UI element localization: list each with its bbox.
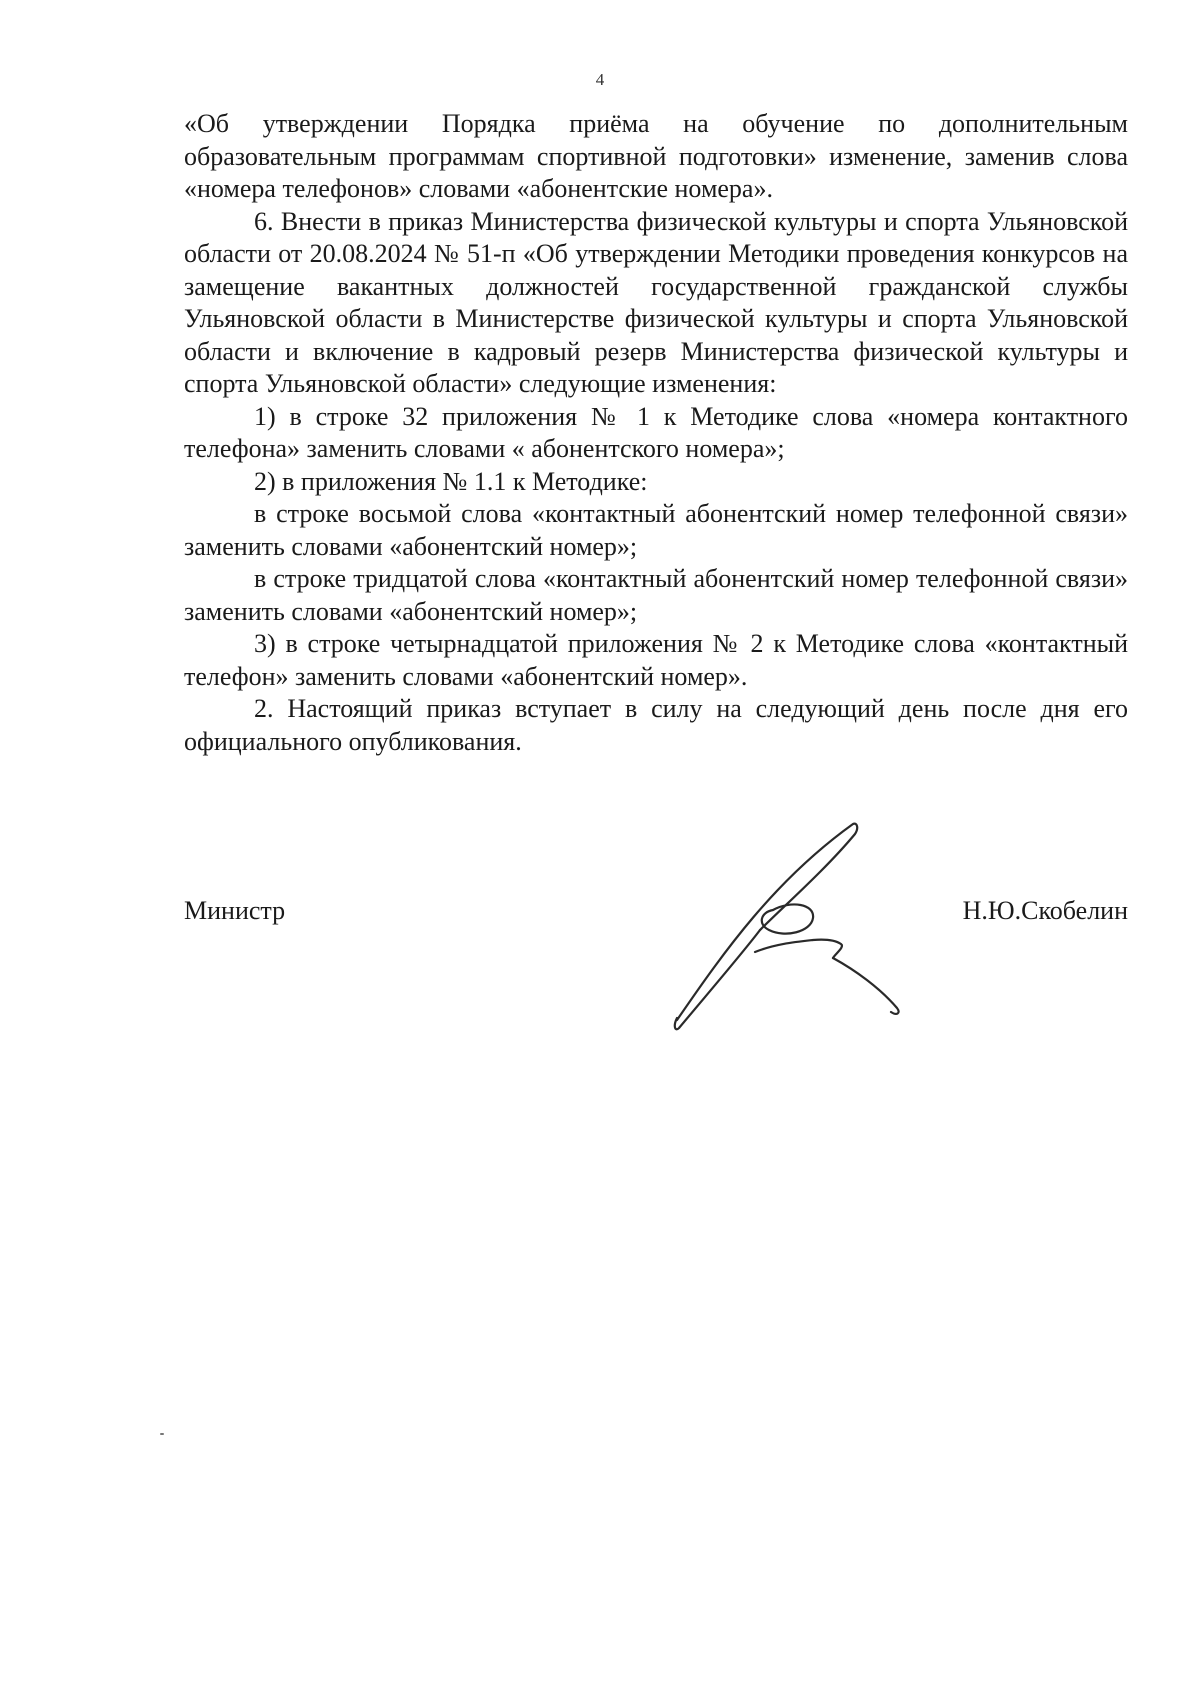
document-body	[184, 108, 1128, 758]
signatory-name: Н.Ю.Скобелин	[962, 896, 1128, 925]
handwritten-signature	[665, 820, 920, 1045]
paragraph-8: 2. Настоящий приказ вступает в силу на следующий день после дня его официального опубликования.	[184, 694, 1128, 756]
signature-block	[184, 896, 1128, 936]
paragraph-1: «Об утверждении Порядка приёма на обучение по дополнительным образовательным программам спортивной подготовки» изменение, заменив слова «номера телефонов» словами «абонентские номера».	[184, 109, 1128, 203]
page-number: 4	[595, 70, 605, 89]
paragraph-7: 3) в строке четырнадцатой приложения № 2 к Методике слова «контактный телефон» заменить словами «абонентский номер».	[184, 629, 1128, 691]
paragraph-4: 2) в приложения № 1.1 к Методике:	[254, 466, 648, 496]
signatory-title: Министр	[184, 896, 286, 925]
paragraph-3: 1) в строке 32 приложения № 1 к Методике слова «номера контактного телефона» заменить словами « абонентского номера»;	[184, 401, 1128, 463]
scan-artifact	[160, 1433, 164, 1435]
paragraph-5: в строке восьмой слова «контактный абонентский номер телефонной связи» заменить словами «абонентский номер»;	[184, 499, 1128, 561]
paragraph-6: в строке тридцатой слова «контактный абонентский номер телефонной связи» заменить словами «абонентский номер»;	[184, 564, 1128, 626]
paragraph-2: 6. Внести в приказ Министерства физической культуры и спорта Ульяновской области от 20.08.2024 № 51-п «Об утверждении Методики проведения конкурсов на замещение вакантных должностей государственной гражданской службы Ульяновской области в Министерстве физической культуры и спорта Ульяновской области и включение в кадровый резерв Министерства физической культуры и спорта Ульяновской области» следующие изменения:	[184, 206, 1128, 398]
